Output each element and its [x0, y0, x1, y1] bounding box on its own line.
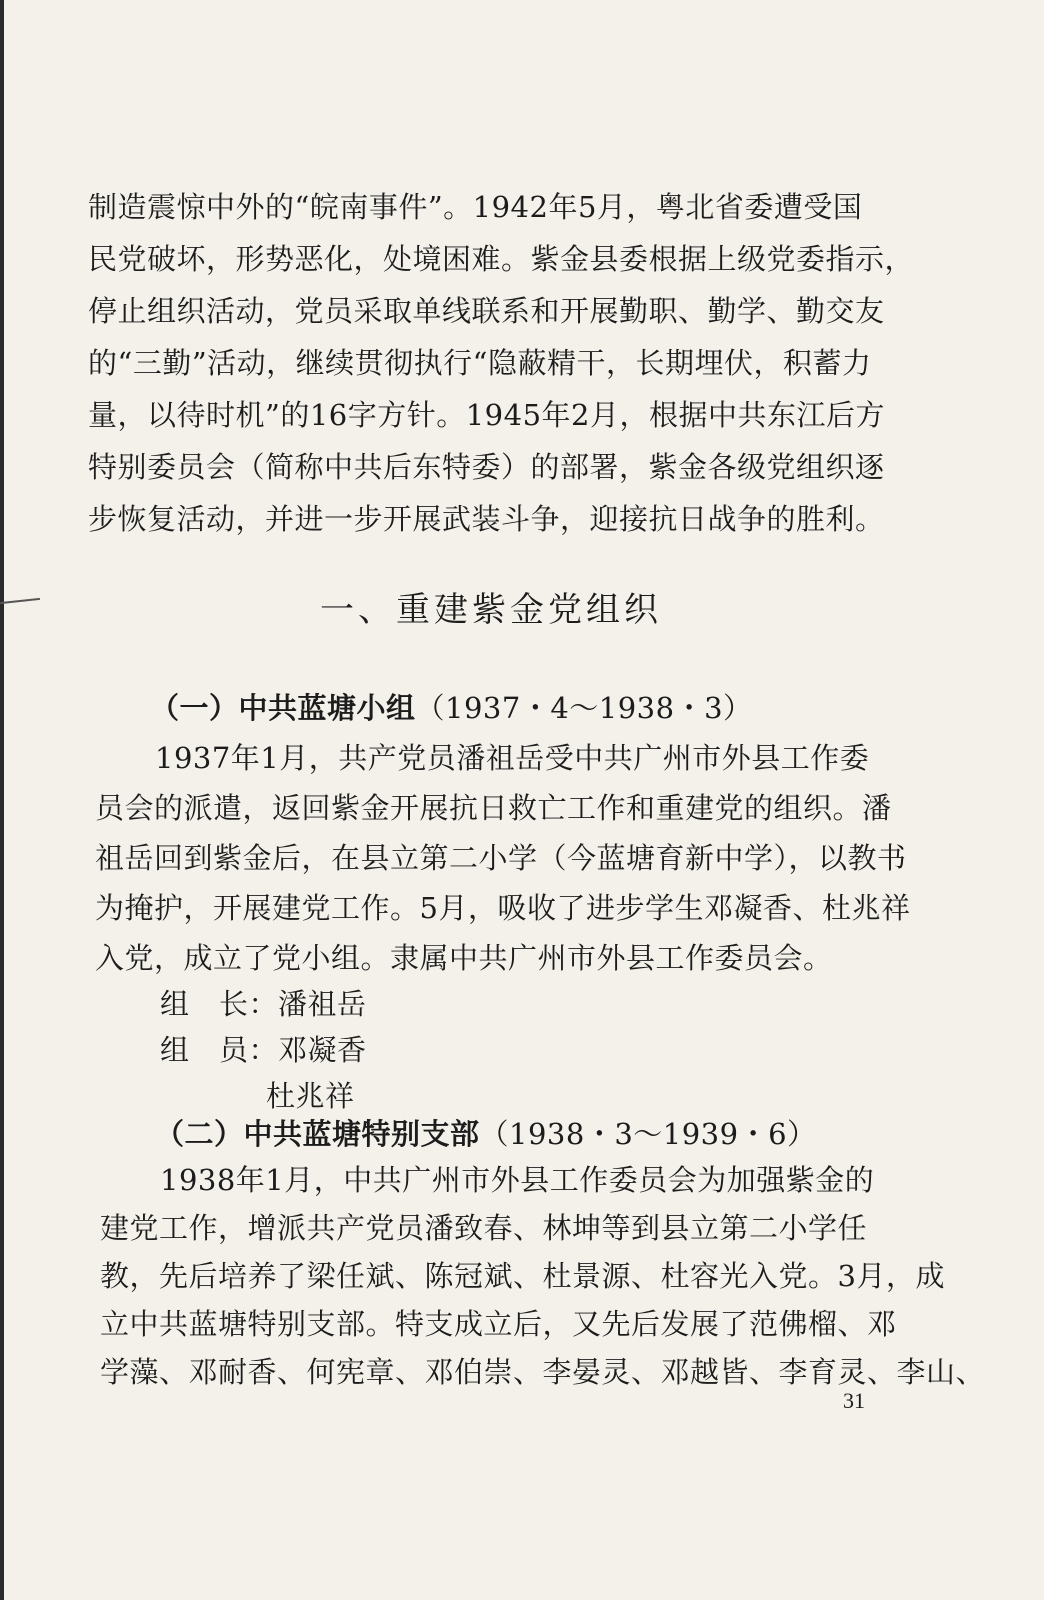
subsection-dates: （1938・3～1939・6） — [479, 1117, 817, 1151]
text-line: 员会的派遣，返回紫金开展抗日救亡工作和重建党的组织。潘 — [95, 791, 892, 825]
text-line: 1937年1月，共产党员潘祖岳受中共广州市外县工作委 — [155, 741, 870, 775]
text-line: 建党工作，增派共产党员潘致春、林坤等到县立第二小学任 — [100, 1211, 868, 1245]
subsection-heading — [155, 1114, 817, 1154]
leader-row — [160, 984, 367, 1024]
subsection-heading — [150, 688, 753, 728]
text-line: 量，以待时机”的16字方针。1945年2月，根据中共东江后方 — [88, 398, 885, 432]
text-line: 制造震惊中外的“皖南事件”。1942年5月，粤北省委遭受国 — [88, 190, 863, 224]
leader-label: 组 长： — [160, 987, 279, 1021]
members-label: 组 员： — [160, 1033, 279, 1067]
leader-name: 潘祖岳 — [278, 987, 367, 1021]
subsection-title: （二）中共蓝塘特别支部 — [155, 1117, 480, 1151]
page-binding-edge — [0, 0, 4, 1600]
text-line: 的“三勤”活动，继续贯彻执行“隐蔽精干，长期埋伏，积蓄力 — [88, 346, 872, 380]
text-line: 民党破坏，形势恶化，处境困难。紫金县委根据上级党委指示， — [88, 242, 915, 276]
text-line: 停止组织活动，党员采取单线联系和开展勤职、勤学、勤交友 — [88, 294, 885, 328]
text-line: 特别委员会（简称中共后东特委）的部署，紫金各级党组织逐 — [88, 450, 885, 484]
text-line: 1938年1月，中共广州市外县工作委员会为加强紫金的 — [160, 1163, 875, 1197]
subsection-dates: （1937・4～1938・3） — [415, 691, 753, 725]
subsection-title: （一）中共蓝塘小组 — [150, 691, 416, 725]
page-number: 31 — [843, 1388, 865, 1413]
scan-mark — [0, 598, 40, 604]
text-line: 入党，成立了党小组。隶属中共广州市外县工作委员会。 — [95, 941, 833, 975]
text-line: 立中共蓝塘特别支部。特支成立后，又先后发展了范佛榴、邓 — [100, 1307, 897, 1341]
text-line: 步恢复活动，并进一步开展武装斗争，迎接抗日战争的胜利。 — [88, 502, 885, 536]
text-line: 教，先后培养了梁任斌、陈冠斌、杜景源、杜容光入党。3月，成 — [100, 1259, 945, 1293]
section-title: 一、重建紫金党组织 — [320, 590, 662, 630]
member-name: 邓凝香 — [278, 1033, 367, 1067]
members-row — [160, 1030, 367, 1070]
text-line: 学藻、邓耐香、何宪章、邓伯崇、李晏灵、邓越皆、李育灵、李山、 — [100, 1355, 986, 1389]
text-line: 祖岳回到紫金后，在县立第二小学（今蓝塘育新中学），以教书 — [95, 841, 907, 875]
member-name: 杜兆祥 — [266, 1079, 355, 1113]
text-line: 为掩护，开展建党工作。5月，吸收了进步学生邓凝香、杜兆祥 — [95, 891, 911, 925]
